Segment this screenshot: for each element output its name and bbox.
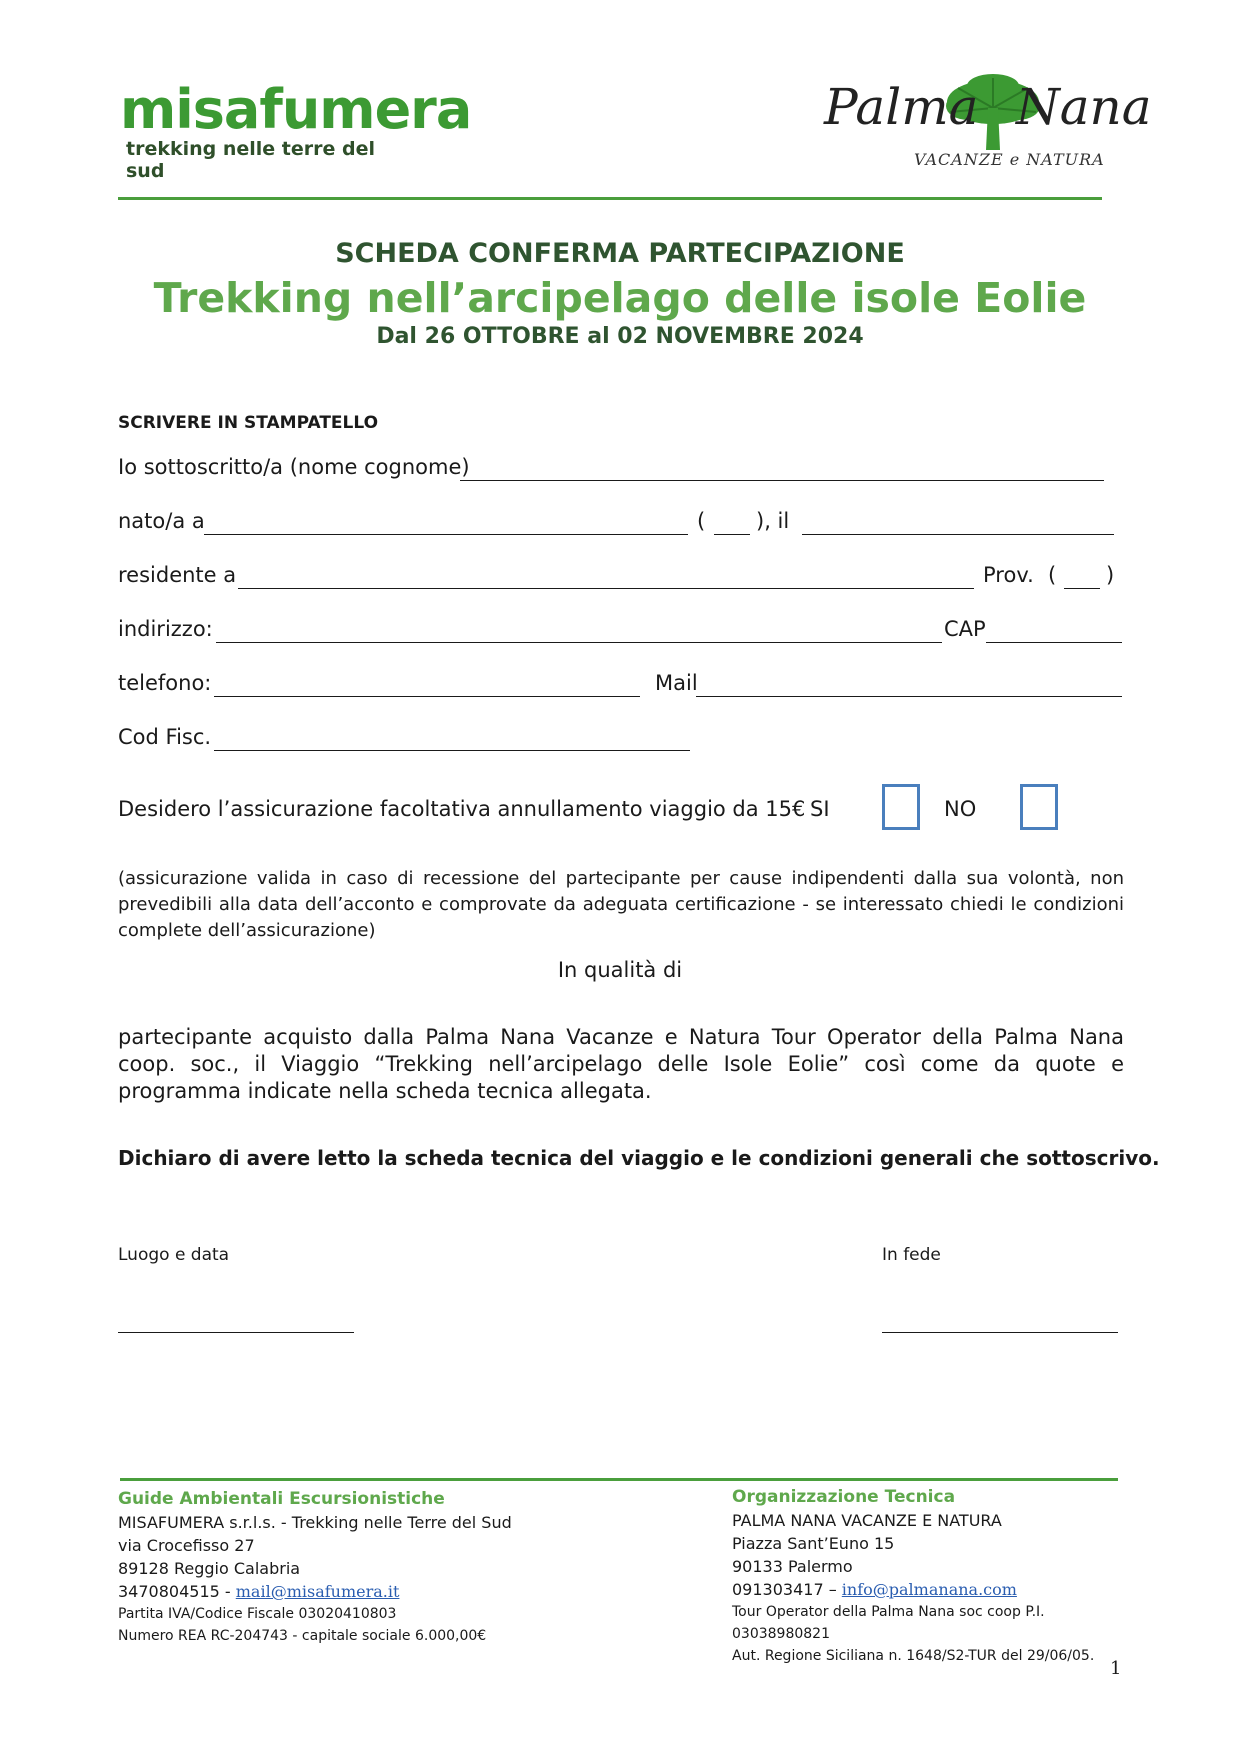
name-field[interactable]	[460, 480, 1104, 481]
vacanze-natura-wordmark: VACANZE e NATURA	[914, 150, 1105, 169]
insurance-no-checkbox[interactable]	[1020, 784, 1058, 830]
capacity-line: In qualità di	[557, 958, 683, 982]
footer-left-rea: Numero REA RC-204743 - capitale sociale 6.000,00€	[118, 1628, 487, 1644]
insurance-note: (assicurazione valida in caso di recessione del partecipante per cause indipendenti dalla sua volontà, non prevedibili alla data dell’acconto e comprovate da adeguata certificazione - se interessato chiedi le condizioni complete dell’assicurazione)	[118, 868, 1124, 941]
declaration: Dichiaro di avere letto la scheda tecnica del viaggio e le condizioni generali che sottoscrivo.	[118, 1146, 1160, 1170]
tax-code-label: Cod Fisc.	[118, 725, 212, 749]
mail-field[interactable]	[696, 696, 1122, 697]
birth-province-open: (	[697, 509, 706, 533]
header-divider	[118, 197, 1102, 200]
footer-right-company: PALMA NANA VACANZE E NATURA	[732, 1511, 1002, 1530]
misafumera-logo	[120, 78, 472, 182]
birth-date-label: ), il	[756, 509, 790, 533]
trip-dates: Dal 26 OTTOBRE al 02 NOVEMBRE 2024	[376, 324, 864, 349]
signature-label: In fede	[882, 1245, 941, 1265]
footer-left-street: via Crocefisso 27	[118, 1536, 255, 1555]
phone-label: telefono:	[118, 671, 212, 695]
residence-label: residente a	[118, 563, 237, 587]
footer-left-phone: 3470804515 -	[118, 1582, 231, 1601]
palma-wordmark: Palma	[824, 78, 979, 136]
trip-title: Trekking nell’arcipelago delle isole Eolie	[153, 274, 1087, 322]
place-date-field[interactable]	[118, 1332, 354, 1333]
misafumera-tagline: trekking nelle terre del sud	[126, 138, 376, 182]
insurance-no-label: NO	[944, 797, 977, 821]
prov-paren-close: )	[1106, 563, 1115, 587]
footer-right-heading: Organizzazione Tecnica	[732, 1487, 956, 1507]
footer-left-contact	[118, 1580, 678, 1603]
footer-right-authorization: Aut. Regione Siciliana n. 1648/S2-TUR del 29/06/05.	[732, 1648, 1095, 1664]
place-date-label: Luogo e data	[118, 1245, 230, 1265]
birthplace-field[interactable]	[204, 534, 688, 535]
footer-left-company: MISAFUMERA s.r.l.s. - Trekking nelle Terre del Sud	[118, 1513, 512, 1532]
footer-left-city: 89128 Reggio Calabria	[118, 1559, 301, 1578]
residence-province-field[interactable]	[1064, 588, 1100, 589]
footer-right-operator: Tour Operator della Palma Nana soc coop P.I. 03038980821	[732, 1604, 1045, 1642]
insurance-label: Desidero l’assicurazione facoltativa annullamento viaggio da 15€	[118, 797, 806, 821]
phone-field[interactable]	[214, 696, 640, 697]
nana-wordmark: Nana	[1016, 78, 1152, 136]
purchase-paragraph: partecipante acquisto dalla Palma Nana Vacanze e Natura Tour Operator della Palma Nana coop. soc., il Viaggio “Trekking nell’arcipelago delle Isole Eolie” così come da quote e programma indicate nella scheda tecnica allegata.	[118, 1025, 1124, 1103]
insurance-yes-checkbox[interactable]	[882, 784, 920, 830]
print-caps-note: SCRIVERE IN STAMPATELLO	[118, 413, 379, 433]
footer-right-contact	[732, 1578, 1132, 1601]
residence-field[interactable]	[238, 588, 974, 589]
insurance-yes-label: SI	[810, 797, 830, 821]
address-label: indirizzo:	[118, 617, 213, 641]
footer-left-vat: Partita IVA/Codice Fiscale 03020410803	[118, 1606, 397, 1622]
footer-right-email-link[interactable]: info@palmanana.com	[841, 1580, 1017, 1599]
misafumera-brand: misafumera	[120, 78, 472, 141]
footer-right	[732, 1486, 1132, 1667]
footer-right-city: 90133 Palermo	[732, 1557, 853, 1576]
birth-date-field[interactable]	[802, 534, 1114, 535]
footer-left-heading: Guide Ambientali Escursionistiche	[118, 1489, 445, 1509]
footer-divider	[120, 1478, 1118, 1481]
tax-code-field[interactable]	[214, 750, 690, 751]
page-number: 1	[1110, 1658, 1122, 1679]
address-field[interactable]	[216, 642, 942, 643]
cap-field[interactable]	[986, 642, 1122, 643]
footer-right-phone: 091303417 –	[732, 1580, 837, 1599]
document-title: SCHEDA CONFERMA PARTECIPAZIONE	[335, 238, 905, 269]
prov-paren-open: (	[1048, 563, 1057, 587]
birthplace-label: nato/a a	[118, 509, 205, 533]
footer-left-email-link[interactable]: mail@misafumera.it	[235, 1582, 400, 1601]
cap-label: CAP	[944, 617, 986, 641]
birth-province-field[interactable]	[714, 534, 750, 535]
mail-label: Mail	[655, 671, 698, 695]
prov-label: Prov.	[983, 563, 1034, 587]
signature-field[interactable]	[882, 1332, 1118, 1333]
name-label: Io sottoscritto/a (nome cognome)	[118, 455, 470, 479]
palma-nana-logo	[820, 72, 1152, 172]
footer-right-street: Piazza Sant’Euno 15	[732, 1534, 895, 1553]
footer-left	[118, 1488, 678, 1647]
